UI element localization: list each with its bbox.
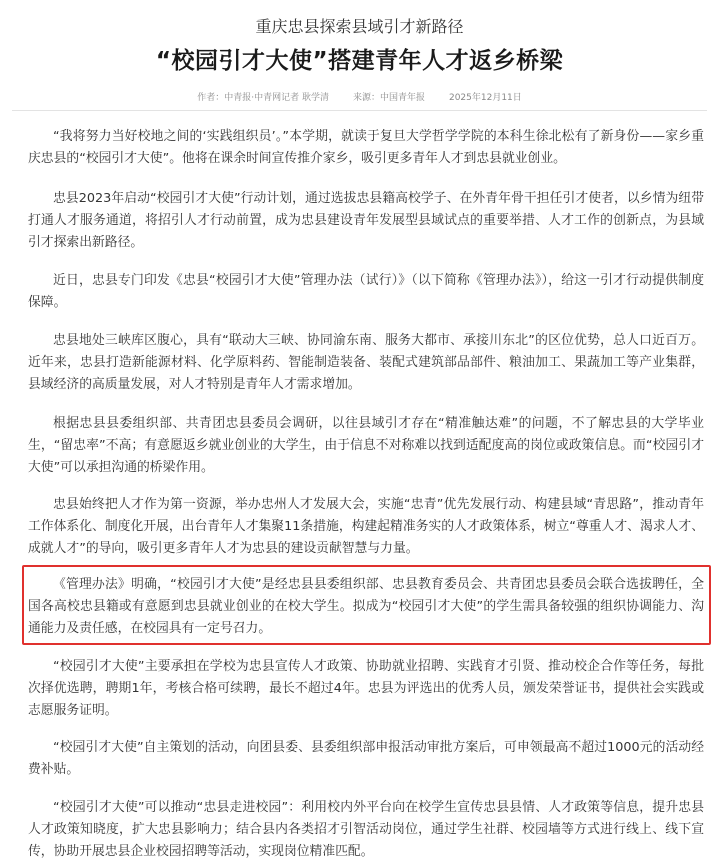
article-kicker: 重庆忠县探索县域引才新路径 xyxy=(255,17,464,36)
paragraph-9: “校园引才大使”自主策划的活动，向团县委、县委组织部申报活动审批方案后，可申领最高不超过1000元的活动经费补贴。 xyxy=(28,740,704,777)
paragraph-3: 近日，忠县专门印发《忠县“校园引才大使”管理办法（试行）》（以下简称《管理办法》），给这一引才行动提供制度保障。 xyxy=(28,273,704,310)
paragraph-7-highlighted: 《管理办法》明确，“校园引才大使”是经忠县县委组织部、忠县教育委员会、共青团忠县委员会联合选拔聘任，全国各高校忠县籍或有意愿到忠县就业创业的在校大学生。拟成为“校园引才大使”的学生需具备较强的组织协调能力、沟通能力及责任感，在校园具有一定号召力。 xyxy=(28,577,704,636)
article-meta xyxy=(0,90,719,103)
paragraph-1: “我将努力当好校地之间的‘实践组织员’。”本学期，就读于复旦大学哲学学院的本科生徐北松有了新身份——家乡重庆忠县的“校园引才大使”。他将在课余时间宣传推介家乡，吸引更多青年人才到忠县就业创业。 xyxy=(28,129,704,166)
paragraph-8: “校园引才大使”主要承担在学校为忠县宣传人才政策、协助就业招聘、实践育才引贤、推动校企合作等任务，每批次择优选聘，聘期1年，考核合格可续聘，最长不超过4年。忠县为评选出的优秀人员，颁发荣誉证书，提供社会实践或志愿服务证明。 xyxy=(28,659,704,718)
paragraph-2: 忠县2023年启动“校园引才大使”行动计划，通过选拔忠县籍高校学子、在外青年骨干担任引才使者，以乡情为纽带打通人才服务通道，将招引人才行动前置，成为忠县建设青年发展型县域试点的重要举措、人才工作的创新点，为县域引才探索出新路径。 xyxy=(28,191,704,250)
paragraph-5: 根据忠县县委组织部、共青团忠县委员会调研，以往县域引才存在“精准触达难”的问题，不了解忠县的大学毕业生，“留忠率”不高；有意愿返乡就业创业的大学生，由于信息不对称难以找到适配度高的岗位或政策信息。而“校园引才大使”可以承担沟通的桥梁作用。 xyxy=(28,416,704,475)
paragraph-10: “校园引才大使”可以推动“忠县走进校园”：利用校内外平台向在校学生宣传忠县县情、人才政策等信息，提升忠县人才政策知晓度，扩大忠县影响力；结合县内各类招才引智活动岗位，通过学生社群、校园墙等方式进行线上、线下宣传，协助开展忠县企业校园招聘等活动，实现岗位精准匹配。 xyxy=(28,800,704,859)
source-line: 来源：中国青年报 xyxy=(352,93,425,103)
article-title: “校园引才大使”搭建青年人才返乡桥梁 xyxy=(155,48,564,74)
publish-date: 2025年12月11日 xyxy=(448,93,522,103)
paragraph-6: 忠县始终把人才作为第一资源，举办忠州人才发展大会，实施“忠青”优先发展行动、构建县域“青思路”，推动青年工作体系化、制度化开展，出台青年人才集聚11条措施，构建起精准务实的人才政策体系，树立“尊重人才、渴求人才、成就人才”的导向，吸引更多青年人才为忠县的建设贡献智慧与力量。 xyxy=(28,497,704,556)
paragraph-4: 忠县地处三峡库区腹心，具有“联动大三峡、协同渝东南、服务大都市、承接川东北”的区位优势，总人口近百万。近年来，忠县打造新能源材料、化学原料药、智能制造装备、装配式建筑部品部件、粮油加工、果蔬加工等产业集群，县域经济的高质量发展，对人才特别是青年人才需求增加。 xyxy=(28,333,704,392)
header-divider xyxy=(12,110,707,111)
author-line: 作者：中青报·中青网记者 耿学清 xyxy=(197,93,329,103)
